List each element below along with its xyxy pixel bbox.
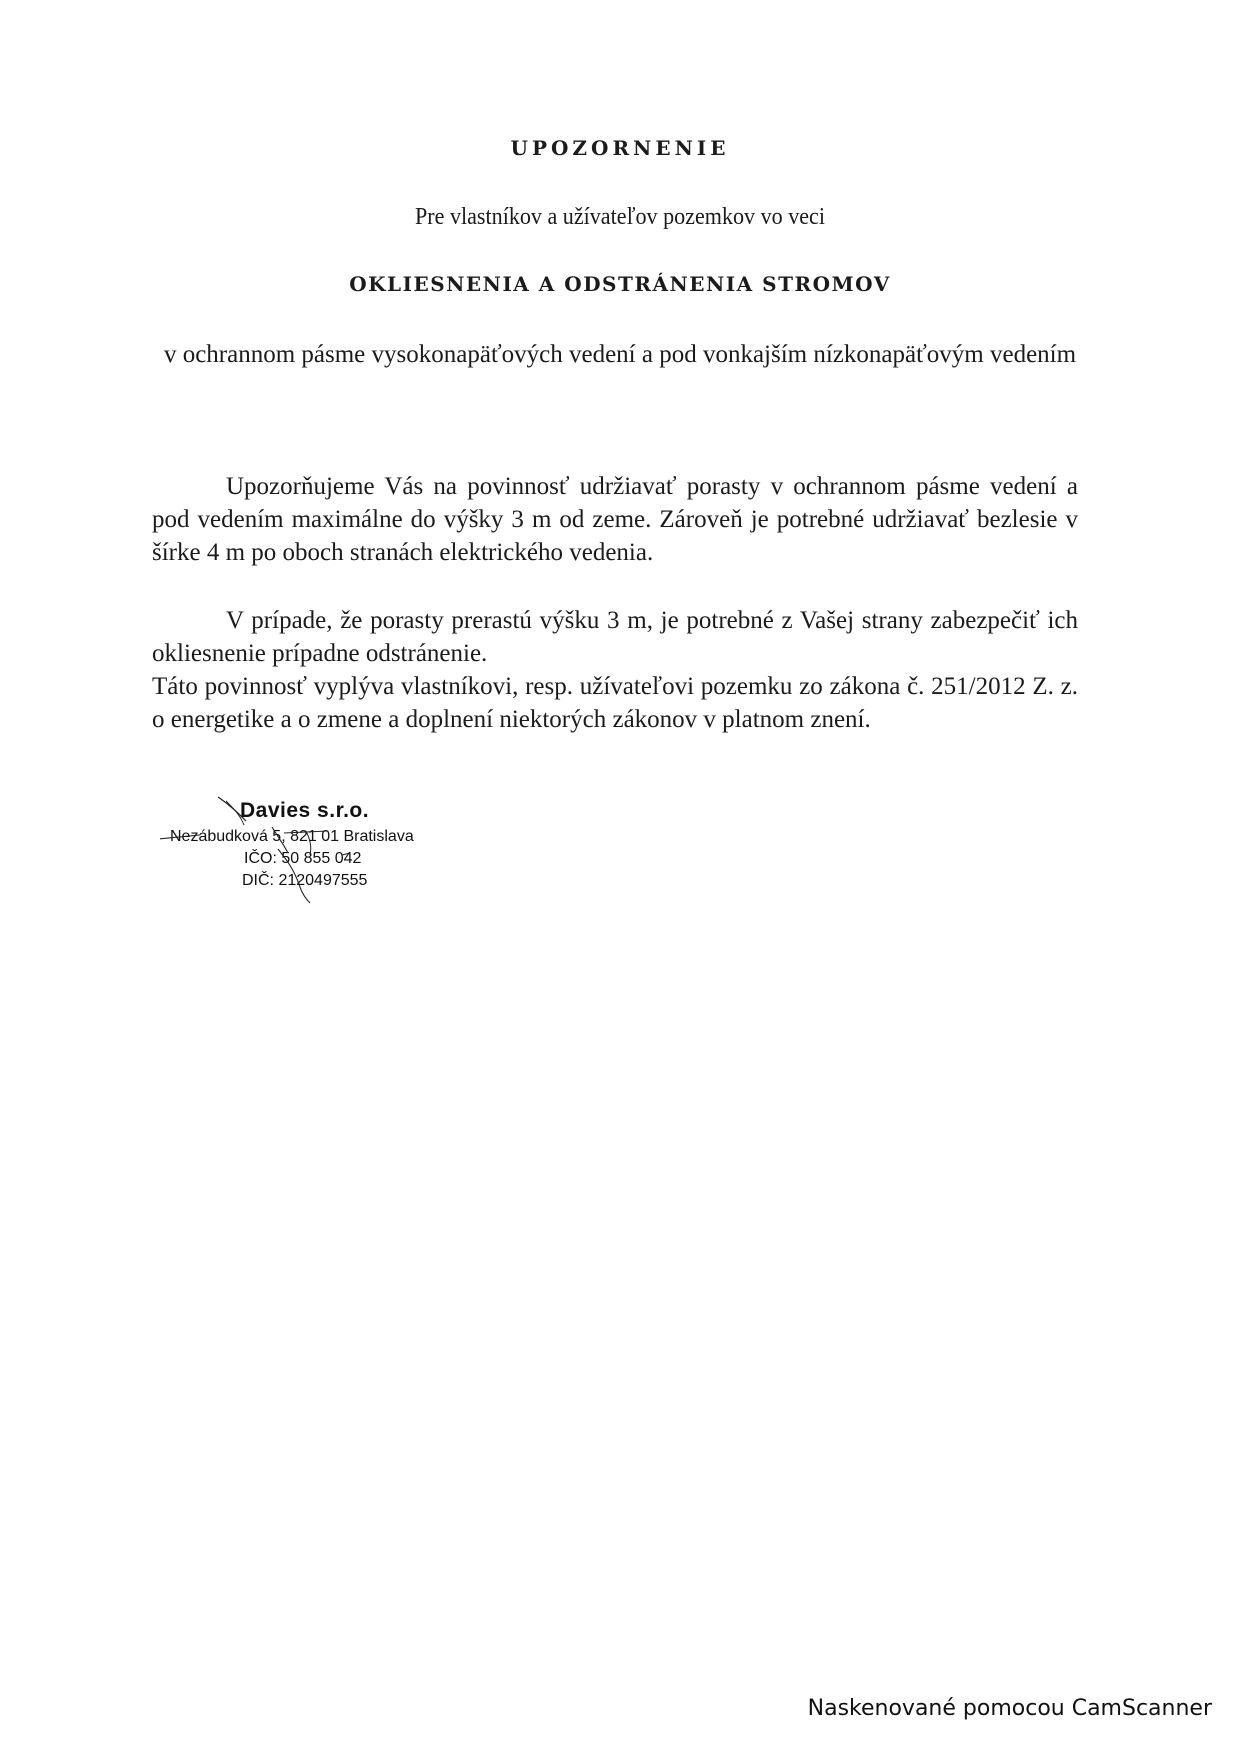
document-subtitle: Pre vlastníkov a užívateľov pozemkov vo veci (414, 204, 825, 230)
stamp-address: Nezábudková 5, 821 01 Bratislava (170, 828, 414, 845)
scanner-footer: Naskenované pomocou CamScanner (807, 1696, 1212, 1721)
stamp-ico: IČO: 50 855 042 (244, 850, 362, 867)
document-heading: OKLIESNENIA A ODSTRÁNENIA STROMOV (349, 272, 891, 296)
paragraph-3: Táto povinnosť vyplýva vlastníkovi, resp. užívateľovi pozemku zo zákona č. 251/2012 Z. z. o energetike a o zmene a doplnení niektorých zákonov v platnom znení. (152, 673, 1078, 733)
paragraph-2: V prípade, že porasty prerastú výšku 3 m, je potrebné z Vašej strany zabezpečiť ich okliesnenie prípadne odstránenie. (152, 607, 1078, 667)
document-scope: v ochrannom pásme vysokonapäťových vedení a pod vonkajším nízkonapäťovým vedením (163, 341, 1077, 368)
document-title: UPOZORNENIE (510, 136, 730, 160)
stamp-dic: DIČ: 2120497555 (242, 872, 368, 889)
paragraph-1: Upozorňujeme Vás na povinnosť udržiavať porasty v ochrannom pásme vedení a pod vedením maximálne do výšky 3 m od zeme. Zároveň je potrebné udržiavať bezlesie v šírke 4 m po oboch stranách elektrického vedenia. (152, 473, 1078, 566)
stamp-company-name: Davies s.r.o. (240, 799, 370, 822)
company-stamp (160, 795, 460, 905)
